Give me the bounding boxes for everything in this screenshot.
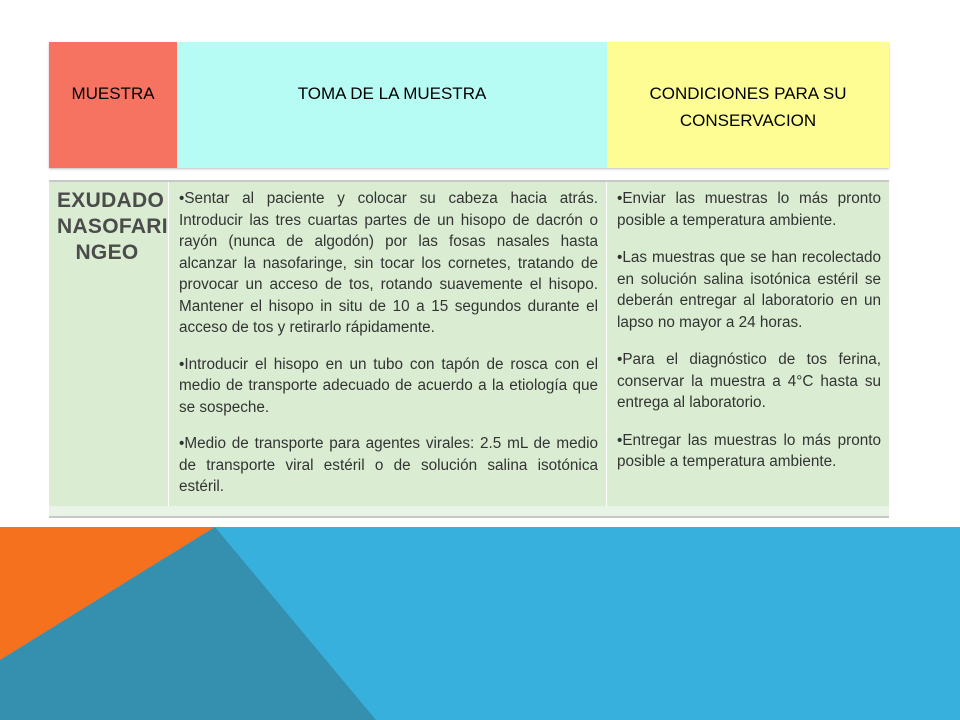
toma-paragraph: •Introducir el hisopo en un tubo con tapón de rosca con el medio de transporte adecuado de acuerdo a la etiología que se sospeche. — [179, 355, 598, 416]
toma-cell — [169, 182, 607, 516]
header-condiciones — [607, 42, 889, 168]
condiciones-paragraph: •Entregar las muestras lo más pronto posible a temperatura ambiente. — [617, 431, 881, 470]
specimen-line: NGEO — [75, 241, 139, 264]
table-header — [49, 42, 889, 168]
header-condiciones-line1: CONDICIONES PARA SU — [649, 84, 847, 103]
header-muestra — [49, 42, 177, 168]
specimen-line: EXUDADO — [57, 189, 165, 212]
exudado-table-image — [49, 180, 889, 518]
condiciones-paragraph: •Las muestras que se han recolectado en solución salina isotónica estéril se deberán entregar al laboratorio en un lapso no mayor a 24 horas. — [617, 249, 881, 331]
condiciones-paragraph: •Enviar las muestras lo más pronto posible a temperatura ambiente. — [617, 190, 881, 229]
condiciones-paragraph: •Para el diagnóstico de tos ferina, conservar la muestra a 4°C hasta su entrega al laboratorio. — [617, 351, 881, 411]
toma-paragraph: •Sentar al paciente y colocar su cabeza hacia atrás. Introducir las tres cuartas partes de un hisopo de dacrón o rayón (nunca de algodón) por las fosas nasales hasta alcanzar la nasofaringe, sin tocar los cornetes, tratando de provocar un acceso de tos, rotando suavemente el hisopo. Mantener el hisopo in situ de 10 a 15 segundos durante el acceso de tos y retirarlo rápidamente. — [179, 190, 598, 336]
header-condiciones-line2: CONSERVACION — [679, 111, 817, 130]
header-toma-de-la-muestra — [177, 42, 607, 168]
header-toma-label: TOMA DE LA MUESTRA — [297, 84, 487, 103]
table-bottom-strip — [49, 506, 889, 516]
specimen-line: NASOFARI — [57, 215, 168, 238]
condiciones-cell — [607, 182, 889, 516]
header-muestra-label: MUESTRA — [71, 84, 155, 103]
specimen-cell — [49, 182, 169, 516]
toma-paragraph: •Medio de transporte para agentes virales: 2.5 mL de medio de transporte viral estéril o de solución salina isotónica estéril. — [179, 435, 598, 495]
decorative-shapes — [0, 527, 960, 720]
